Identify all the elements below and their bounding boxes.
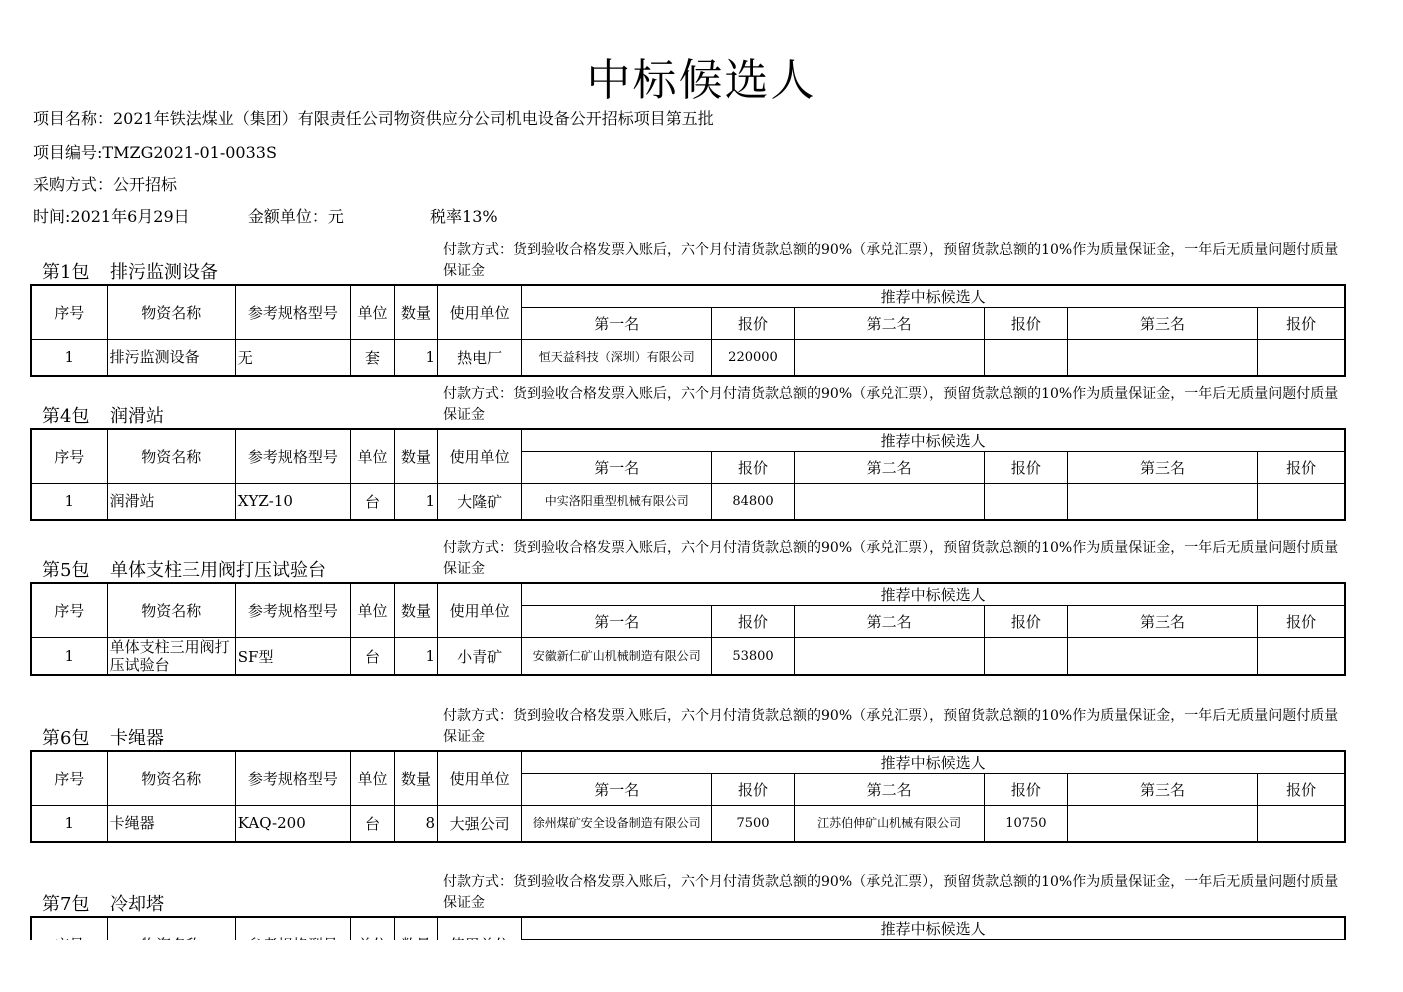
header-price: 报价	[984, 606, 1067, 638]
cell-unit: 台	[350, 638, 394, 676]
candidate-table	[30, 750, 1346, 843]
cell-seq: 1	[31, 484, 107, 520]
package-header	[30, 706, 1346, 750]
cell-name: 排污监测设备	[107, 340, 235, 376]
project-number: 项目编号:TMZG2021-01-0033S	[33, 143, 277, 162]
header-seq: 序号	[31, 751, 107, 806]
header-recommend: 推荐中标候选人	[522, 429, 1345, 452]
header-seq: 序号	[31, 285, 107, 340]
cell-price1: 53800	[712, 638, 794, 676]
header-second: 第二名	[794, 606, 984, 638]
header-user: 使用单位	[438, 285, 522, 340]
header-qty: 数量	[395, 285, 438, 340]
package-number: 第7包	[42, 894, 90, 915]
header-name: 物资名称	[107, 285, 235, 340]
header-user: 使用单位	[438, 429, 522, 484]
cell-second	[794, 340, 984, 376]
cell-spec: KAQ-200	[235, 806, 350, 842]
header-qty: 数量	[395, 429, 438, 484]
cell-spec: SF型	[235, 638, 350, 676]
header-unit: 单位	[350, 583, 394, 638]
package-number: 第4包	[42, 406, 90, 427]
cell-price1: 84800	[712, 484, 794, 520]
cell-name: 润滑站	[107, 484, 235, 520]
cell-user: 大强公司	[438, 806, 522, 842]
cell-name: 卡绳器	[107, 806, 235, 842]
header-price: 报价	[984, 308, 1067, 340]
cell-spec: 无	[235, 340, 350, 376]
cell-first: 中实洛阳重型机械有限公司	[522, 484, 712, 520]
header-qty: 数量	[395, 751, 438, 806]
header-third: 第三名	[1067, 606, 1257, 638]
cell-seq: 1	[31, 638, 107, 676]
cell-price1: 220000	[712, 340, 794, 376]
header-unit: 单位	[350, 285, 394, 340]
cell-second	[794, 484, 984, 520]
cell-third	[1067, 806, 1257, 842]
package-number: 第1包	[42, 262, 90, 283]
header-recommend: 推荐中标候选人	[522, 751, 1345, 774]
header-spec: 参考规格型号	[235, 751, 350, 806]
cell-unit: 套	[350, 340, 394, 376]
header-first: 第一名	[522, 452, 712, 484]
header-user: 使用单位	[438, 583, 522, 638]
header-seq: 序号	[31, 429, 107, 484]
cell-third	[1067, 484, 1257, 520]
header-third: 第三名	[1067, 774, 1257, 806]
header-price: 报价	[984, 452, 1067, 484]
header-name: 物资名称	[107, 429, 235, 484]
header-name: 物资名称	[107, 751, 235, 806]
cell-user: 热电厂	[438, 340, 522, 376]
cell-price3	[1258, 484, 1345, 520]
cell-price3	[1258, 806, 1345, 842]
header-seq: 序号	[31, 583, 107, 638]
package-number: 第5包	[42, 560, 90, 581]
cell-qty: 8	[395, 806, 438, 842]
payment-terms: 付款方式：货到验收合格发票入账后，六个月付清货款总额的90%（承兑汇票），预留货款总额的10%作为质量保证金，一年后无质量问题付质量保证金	[443, 874, 1339, 911]
cell-price2: 10750	[984, 806, 1067, 842]
header-spec: 参考规格型号	[235, 285, 350, 340]
cell-price1: 7500	[712, 806, 794, 842]
header-price: 报价	[1258, 452, 1345, 484]
cell-second	[794, 638, 984, 676]
header-recommend: 推荐中标候选人	[522, 285, 1345, 308]
header-unit: 单位	[350, 751, 394, 806]
header-first: 第一名	[522, 308, 712, 340]
table-row	[31, 806, 1345, 842]
candidate-table	[30, 284, 1346, 377]
header-third: 第三名	[1067, 452, 1257, 484]
tax-rate: 税率13%	[430, 207, 498, 226]
header-qty: 数量	[395, 583, 438, 638]
cell-qty: 1	[395, 484, 438, 520]
header-second: 第二名	[794, 452, 984, 484]
page-bottom-margin	[0, 940, 1403, 992]
cell-unit: 台	[350, 806, 394, 842]
package-section	[30, 706, 1346, 843]
procurement-method: 采购方式：公开招标	[33, 175, 178, 194]
header-price: 报价	[712, 308, 794, 340]
package-name: 排污监测设备	[110, 262, 218, 283]
header-spec: 参考规格型号	[235, 583, 350, 638]
project-name: 项目名称：2021年铁法煤业（集团）有限责任公司物资供应分公司机电设备公开招标项目第五批	[33, 109, 714, 128]
cell-user: 大隆矿	[438, 484, 522, 520]
cell-price2	[984, 638, 1067, 676]
cell-price2	[984, 340, 1067, 376]
header-first: 第一名	[522, 774, 712, 806]
header-price: 报价	[1258, 606, 1345, 638]
package-header	[30, 384, 1346, 428]
package-name: 润滑站	[110, 406, 164, 427]
cell-third	[1067, 638, 1257, 676]
header-price: 报价	[712, 606, 794, 638]
package-name: 卡绳器	[110, 728, 164, 749]
candidate-table	[30, 428, 1346, 521]
header-second: 第二名	[794, 774, 984, 806]
header-user: 使用单位	[438, 751, 522, 806]
header-price: 报价	[712, 774, 794, 806]
header-price: 报价	[984, 774, 1067, 806]
table-row	[31, 340, 1345, 376]
cell-qty: 1	[395, 340, 438, 376]
header-price: 报价	[712, 452, 794, 484]
cell-spec: XYZ-10	[235, 484, 350, 520]
cell-third	[1067, 340, 1257, 376]
payment-terms: 付款方式：货到验收合格发票入账后，六个月付清货款总额的90%（承兑汇票），预留货款总额的10%作为质量保证金，一年后无质量问题付质量保证金	[443, 386, 1339, 423]
payment-terms: 付款方式：货到验收合格发票入账后，六个月付清货款总额的90%（承兑汇票），预留货款总额的10%作为质量保证金，一年后无质量问题付质量保证金	[443, 708, 1339, 745]
cell-first: 安徽新仁矿山机械制造有限公司	[522, 638, 712, 676]
table-row	[31, 484, 1345, 520]
header-name: 物资名称	[107, 583, 235, 638]
header-unit: 单位	[350, 429, 394, 484]
page-title: 中标候选人	[586, 55, 817, 106]
cell-price3	[1258, 638, 1345, 676]
package-header	[30, 240, 1346, 284]
package-section	[30, 240, 1346, 377]
package-number: 第6包	[42, 728, 90, 749]
cell-seq: 1	[31, 806, 107, 842]
cell-unit: 台	[350, 484, 394, 520]
payment-terms: 付款方式：货到验收合格发票入账后，六个月付清货款总额的90%（承兑汇票），预留货款总额的10%作为质量保证金，一年后无质量问题付质量保证金	[443, 540, 1339, 577]
cell-qty: 1	[395, 638, 438, 676]
header-price: 报价	[1258, 308, 1345, 340]
package-section	[30, 384, 1346, 521]
package-header	[30, 538, 1346, 582]
header-spec: 参考规格型号	[235, 429, 350, 484]
cell-first: 恒天益科技（深圳）有限公司	[522, 340, 712, 376]
header-recommend: 推荐中标候选人	[522, 917, 1345, 940]
cell-user: 小青矿	[438, 638, 522, 676]
header-price: 报价	[1258, 774, 1345, 806]
package-section	[30, 538, 1346, 676]
cell-price2	[984, 484, 1067, 520]
cell-seq: 1	[31, 340, 107, 376]
cell-price3	[1258, 340, 1345, 376]
meta-line	[33, 204, 498, 227]
header-third: 第三名	[1067, 308, 1257, 340]
candidate-table	[30, 582, 1346, 676]
package-header	[30, 872, 1346, 916]
header-recommend: 推荐中标候选人	[522, 583, 1345, 606]
header-second: 第二名	[794, 308, 984, 340]
package-name: 冷却塔	[110, 894, 164, 915]
amount-unit: 金额单位：元	[247, 207, 344, 226]
cell-name: 单体支柱三用阀打压试验台	[107, 638, 235, 676]
package-name: 单体支柱三用阀打压试验台	[110, 560, 326, 581]
payment-terms: 付款方式：货到验收合格发票入账后，六个月付清货款总额的90%（承兑汇票），预留货款总额的10%作为质量保证金，一年后无质量问题付质量保证金	[443, 242, 1339, 279]
time: 时间:2021年6月29日	[33, 207, 190, 226]
cell-second: 江苏伯伸矿山机械有限公司	[794, 806, 984, 842]
header-first: 第一名	[522, 606, 712, 638]
cell-first: 徐州煤矿安全设备制造有限公司	[522, 806, 712, 842]
table-row	[31, 638, 1345, 676]
